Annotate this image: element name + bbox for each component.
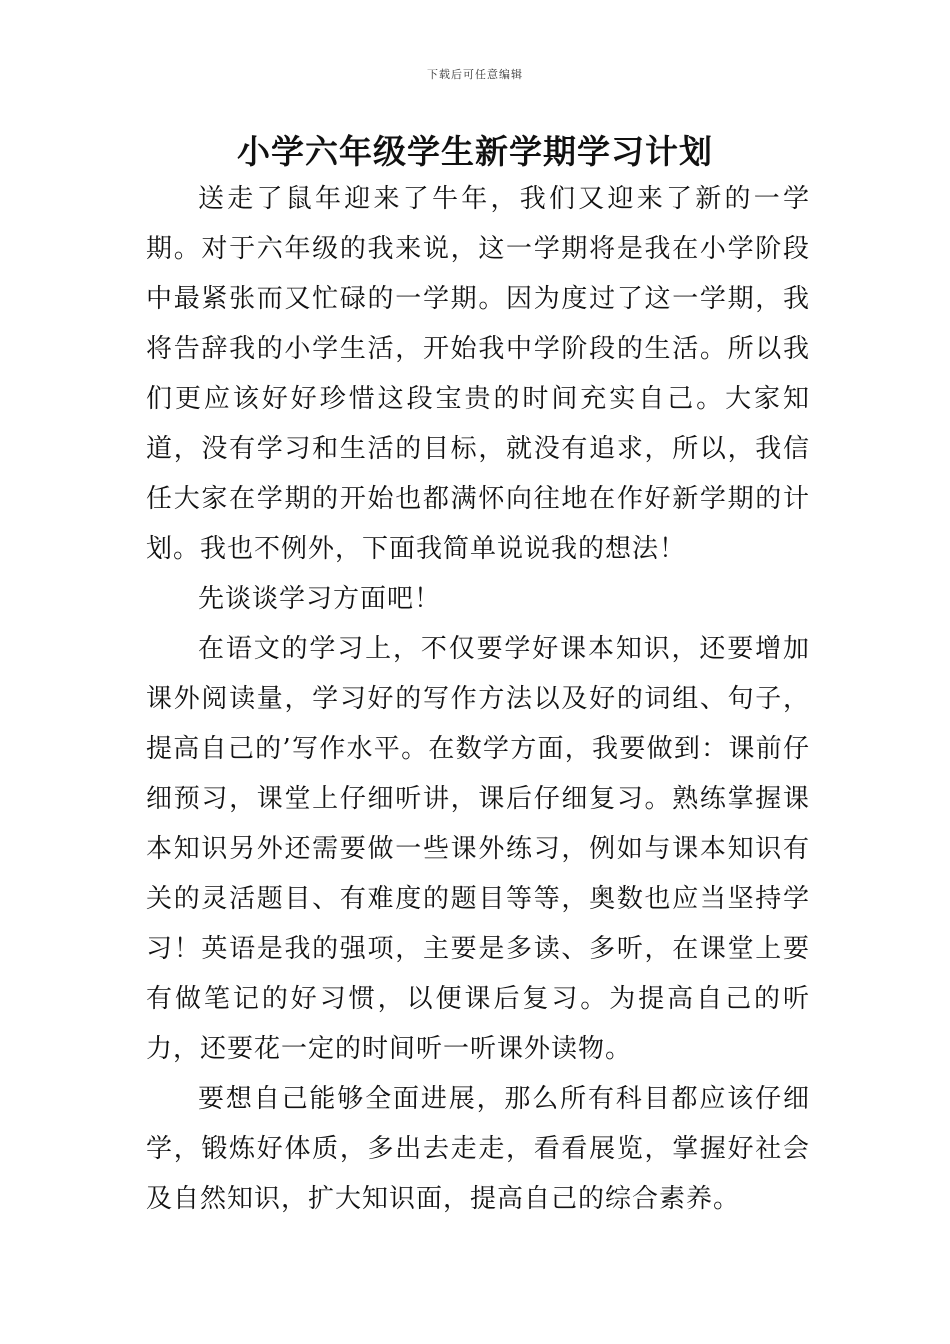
header-note: 下载后可任意编辑 xyxy=(427,68,523,81)
document-title: 小学六年级学生新学期学习计划 xyxy=(237,132,713,171)
paragraph-development: 要想自己能够全面进展，那么所有科目都应该仔细学，锻炼好体质，多出去走走，看看展览，掌握好社会及自然知识，扩大知识面，提高自己的综合素养。 xyxy=(146,1084,810,1214)
paragraph-intro: 送走了鼠年迎来了牛年，我们又迎来了新的一学期。对于六年级的我来说，这一学期将是我在小学阶段中最紧张而又忙碌的一学期。因为度过了这一学期，我将告辞我的小学生活，开始我中学阶段的生活。所以我们更应该好好珍惜这段宝贵的时间充实自己。大家知道，没有学习和生活的目标，就没有追求，所以，我信任大家在学期的开始也都满怀向往地在作好新学期的计划。我也不例外，下面我简单说说我的想法！ xyxy=(146,184,810,564)
document-body xyxy=(146,174,810,1224)
paragraph-study-heading: 先谈谈学习方面吧！ xyxy=(198,584,442,614)
paragraph-subjects: 在语文的学习上，不仅要学好课本知识，还要增加课外阅读量，学习好的写作方法以及好的词组、句子，提高自己的’写作水平。在数学方面，我要做到：课前仔细预习，课堂上仔细听讲，课后仔细复习。熟练掌握课本知识另外还需要做一些课外练习，例如与课本知识有关的灵活题目、有难度的题目等等，奥数也应当坚持学习！英语是我的强项，主要是多读、多听，在课堂上要有做笔记的好习惯，以便课后复习。为提高自己的听力，还要花一定的时间听一听课外读物。 xyxy=(146,634,810,1064)
